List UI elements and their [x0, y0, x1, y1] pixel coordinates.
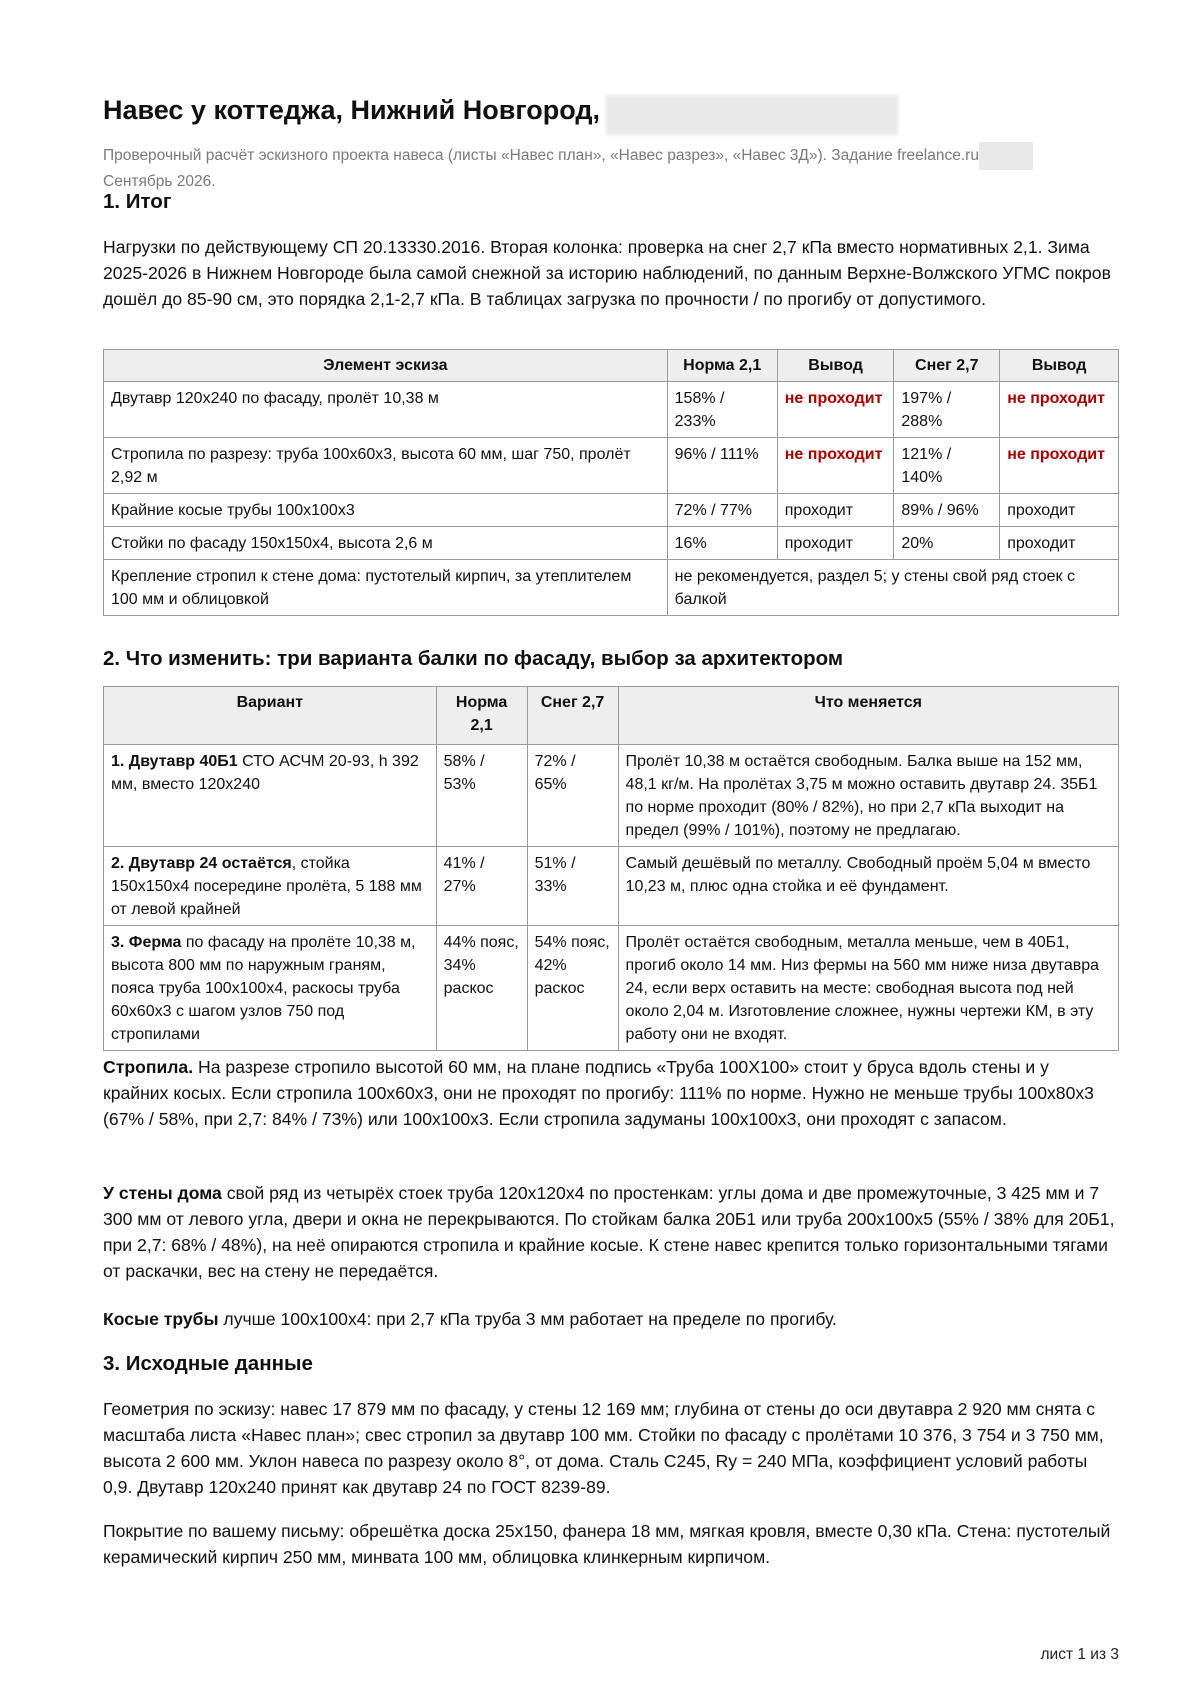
verdict-cell: не проходит [1000, 382, 1119, 438]
page-title: Навес у коттеджа, Нижний Новгород, [103, 95, 601, 125]
verdict-cell: проходит [1000, 494, 1119, 527]
snow-cell: 54% пояс, 42% раскос [527, 926, 618, 1051]
section-heading-summary: 1. Итог [103, 190, 172, 213]
element-cell: Двутавр 120х240 по фасаду, пролёт 10,38 м [104, 382, 668, 438]
change-cell: Самый дешёвый по металлу. Свободный проём 5,04 м вместо 10,23 м, плюс одна стойка и её фундамент. [618, 847, 1118, 926]
variant-title: 3. Ферма [111, 934, 182, 951]
norm-cell: 44% пояс, 34% раскос [436, 926, 527, 1051]
house-wall-paragraph [103, 1180, 1119, 1284]
variant-cell [104, 926, 437, 1051]
paragraph-text: лучше 100х100х4: при 2,7 кПа труба 3 мм работает на пределе по прогибу. [218, 1309, 837, 1329]
snow-cell: 20% [894, 527, 1000, 560]
subtitle-line-2: Сентябрь 2026. [103, 173, 216, 190]
variant-description: , стойка 150х150х4 посередине пролёта, 5 188 мм от левой крайней [111, 855, 422, 918]
norm-cell: 158% / 233% [667, 382, 777, 438]
section-heading-changes: 2. Что изменить: три варианта балки по фасаду, выбор за архитектором [103, 647, 844, 670]
column-header: Вариант [104, 687, 437, 745]
section-heading-input-data: 3. Исходные данные [103, 1352, 313, 1375]
table-row [104, 926, 1119, 1051]
element-cell: Крайние косые трубы 100х100х3 [104, 494, 668, 527]
change-cell: Пролёт 10,38 м остаётся свободным. Балка выше на 152 мм, 48,1 кг/м. На пролётах 3,75 м можно оставить двутавр 24. 35Б1 по норме проходит (80% / 82%), но при 2,7 кПа выходит на предел (99% / 101%), поэтому не предлагаю. [618, 745, 1118, 847]
column-header: Снег 2,7 [527, 687, 618, 745]
table-header-row [104, 350, 1119, 382]
subtitle-line-1: Проверочный расчёт эскизного проекта навеса (листы «Навес план», «Навес разрез», «Навес 3Д»). Задание freelance.ru [103, 147, 979, 165]
table-row [104, 745, 1119, 847]
table-header-row [104, 687, 1119, 745]
norm-cell: 58% / 53% [436, 745, 527, 847]
verdict-cell: проходит [777, 527, 894, 560]
norm-cell: 16% [667, 527, 777, 560]
paragraph-lead: У стены дома [103, 1183, 222, 1203]
snow-cell: 121% / 140% [894, 438, 1000, 494]
verdict-cell: проходит [777, 494, 894, 527]
variant-description: по фасаду на пролёте 10,38 м, высота 800 мм по наружным граням, пояса труба 100х100х4, раскосы труба 60х60х3 с шагом узлов 750 под стропилами [111, 934, 416, 1043]
verdict-cell: не проходит [777, 382, 894, 438]
table-row [104, 527, 1119, 560]
page-number: лист 1 из 3 [1040, 1646, 1119, 1663]
table-row [104, 494, 1119, 527]
norm-cell: 72% / 77% [667, 494, 777, 527]
column-header: Вывод [1000, 350, 1119, 382]
paragraph-text: На разрезе стропило высотой 60 мм, на плане подпись «Труба 100Х100» стоит у бруса вдоль стены и у крайних косых. Если стропила 100х60х3, они не проходят по прогибу: 111% по норме. Нужно не меньше трубы 100х80х3 (67% / 58%, при 2,7: 84% / 73%) или 100х100х3. Если стропила задуманы 100х100х3, они проходят с запасом. [103, 1057, 1094, 1129]
covering-paragraph: Покрытие по вашему письму: обрешётка доска 25х150, фанера 18 мм, мягкая кровля, вместе 0,30 кПа. Стена: пустотелый керамический кирпич 250 мм, минвата 100 мм, облицовка клинкерным кирпичом. [103, 1521, 1111, 1567]
variant-cell [104, 847, 437, 926]
geometry-paragraph: Геометрия по эскизу: навес 17 879 мм по фасаду, у стены 12 169 мм; глубина от стены до оси двутавра 2 920 мм снята с масштаба листа «Навес план»; свес стропил за двутавр 100 мм. Стойки по фасаду с пролётами 10 376, 3 754 и 3 750 мм, высота 2 600 мм. Уклон навеса по разрезу около 8°, от дома. Сталь С245, Ry = 240 МПа, коэффициент условий работы 0,9. Двутавр 120х240 принят как двутавр 24 по ГОСТ 8239-89. [103, 1399, 1104, 1497]
variant-description: СТО АСЧМ 20-93, h 392 мм, вместо 120х240 [111, 753, 419, 793]
table-row [104, 560, 1119, 616]
diagonal-pipes-paragraph [103, 1306, 1119, 1332]
verdict-cell: проходит [1000, 527, 1119, 560]
column-header: Норма 2,1 [667, 350, 777, 382]
norm-cell: 96% / 111% [667, 438, 777, 494]
column-header: Норма 2,1 [436, 687, 527, 745]
element-cell: Стойки по фасаду 150х150х4, высота 2,6 м [104, 527, 668, 560]
paragraph-lead: Стропила. [103, 1057, 194, 1077]
variants-table [103, 686, 1119, 1051]
summary-intro: Нагрузки по действующему СП 20.13330.2016. Вторая колонка: проверка на снег 2,7 кПа вместо нормативных 2,1. Зима 2025-2026 в Нижнем Новгороде была самой снежной за историю наблюдений, по данным Верхне-Волжского УГМС покров дошёл до 85-90 см, это порядка 2,1-2,7 кПа. В таблицах загрузка по прочности / по прогибу от допустимого. [103, 237, 1111, 309]
title-row [103, 88, 1119, 132]
redacted-block [979, 142, 1033, 170]
table-row [104, 382, 1119, 438]
verdict-cell: не проходит [777, 438, 894, 494]
paragraph-text: свой ряд из четырёх стоек труба 120х120х4 по простенкам: углы дома и две промежуточные, 3 425 мм и 7 300 мм от левого угла, двери и окна не перекрываются. По стойкам балка 20Б1 или труба 200х100х5 (55% / 38% для 20Б1, при 2,7: 68% / 48%), на неё опираются стропила и крайние косые. К стене навес крепится только горизонтальными тягами от раскачки, вес на стену не передаётся. [103, 1183, 1115, 1281]
table-row [104, 847, 1119, 926]
verdict-cell: не проходит [1000, 438, 1119, 494]
variant-cell [104, 745, 437, 847]
column-header: Вывод [777, 350, 894, 382]
page-subtitle [103, 142, 1119, 193]
change-cell: Пролёт остаётся свободным, металла меньше, чем в 40Б1, прогиб около 14 мм. Низ фермы на 560 мм ниже низа двутавра 24, если верх оставить на месте: свободная высота под ней около 2,04 м. Изготовление сложнее, нужны чертежи КМ, в эту работу они не входят. [618, 926, 1118, 1051]
snow-cell: 72% / 65% [527, 745, 618, 847]
column-header: Снег 2,7 [894, 350, 1000, 382]
snow-cell: 197% / 288% [894, 382, 1000, 438]
element-cell: Крепление стропил к стене дома: пустотелый кирпич, за утеплителем 100 мм и облицовкой [104, 560, 668, 616]
rafters-paragraph [103, 1054, 1119, 1132]
merged-verdict-cell: не рекомендуется, раздел 5; у стены свой ряд стоек с балкой [667, 560, 1118, 616]
table-row [104, 438, 1119, 494]
paragraph-lead: Косые трубы [103, 1309, 219, 1329]
snow-cell: 51% / 33% [527, 847, 618, 926]
variant-title: 1. Двутавр 40Б1 [111, 753, 238, 770]
snow-cell: 89% / 96% [894, 494, 1000, 527]
redacted-block [606, 95, 898, 135]
norm-cell: 41% / 27% [436, 847, 527, 926]
variant-title: 2. Двутавр 24 остаётся [111, 855, 292, 872]
summary-table [103, 349, 1119, 616]
column-header: Элемент эскиза [104, 350, 668, 382]
column-header: Что меняется [618, 687, 1118, 745]
element-cell: Стропила по разрезу: труба 100х60х3, высота 60 мм, шаг 750, пролёт 2,92 м [104, 438, 668, 494]
